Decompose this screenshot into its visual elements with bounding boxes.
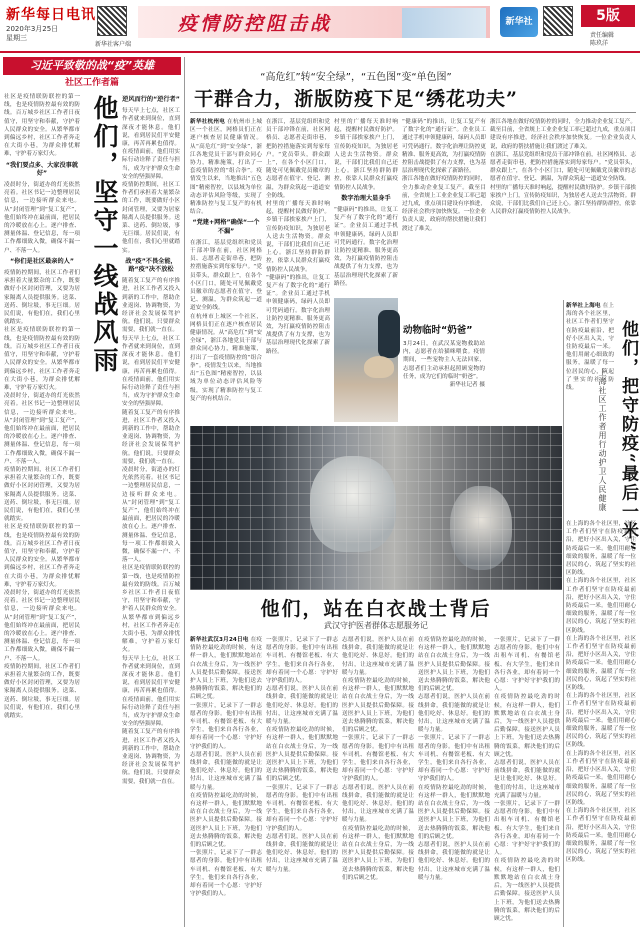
right-feature-body — [566, 520, 636, 927]
paragraph: 凌晨时分，街道办的灯光依然亮着。社区书记一边整理居民信息，一边接听群众来电。从“封闭管理”到“复工复产”，他们始终冲在最前面，把居民的冷暖放在心上。逐户排查、测量体温、登记信息，每一项工作都细致入微，确保不漏一户、不落一人。 — [4, 182, 80, 254]
paragraph: 在疫情防控最吃劲的时候，有这样一群人，他们默默地站在白衣战士身后，为一线医护人员提供后勤保障。接送医护人员上下班，为他们送去热腾腾的饭菜，解决他们的后顾之忧。 — [190, 792, 262, 849]
paragraph: 在疫情防控最吃劲的时候，有这样一群人，他们默默地站在白衣战士身后，为一线医护人员提供后勤保障。接送医护人员上下班，为他们送去热腾腾的饭菜，解决他们的后顾之忧。 — [494, 694, 560, 758]
paragraph: 志愿者们说，医护人员在前线拼命，我们能做的就是让他们吃好、休息好。他们的付出，让这座城市充满了温暖与力量。 — [342, 637, 414, 676]
paragraph: 社区是疫情联防联控的第一线，也是疫情防控最有效的防线。百万城乡社区工作者日夜值守，用坚守和奉献，守护着人民群众的安全。从繁华都市到偏远乡村，社区工作者奔走在大街小巷，为群众排忧解难，守护着万家灯火。 — [4, 327, 80, 391]
paragraph: 在上海的各个社区里，社区工作者们坚守在防疫最前沿，把好小区出入关，守住防疫最后一米。他们用耐心细致的服务，温暖了每一位居民的心，筑起了坚实的社区防线。 — [566, 303, 614, 392]
paragraph: 村里的广播每天准时响起，提醒村民做好防护。乡镇干部挨家挨户上门，宣传防疫知识，为独居老人送去生活物资。群众说，干部们比我们自己还上心。浙江坚持群防群控，依靠人民群众打赢疫情防控人民战争。 — [490, 184, 636, 216]
issue-date: 2020年3月25日 — [6, 25, 59, 33]
paragraph: “健康码”的推出，让复工复产有了数字化的“通行证”。企业员工通过手机申领健康码，绿码人员即可凭码通行。数字化治理让防控更精准、服务更高效，为打赢疫情防控阻击战提供了有力支撑，也为基层治理现代化探索了新路径。 — [402, 119, 486, 175]
paragraph: 在疫情防控最吃劲的时候，有这样一群人，他们默默地站在白衣战士身后，为一线医护人员提供后勤保障。接送医护人员上下班，为他们送去热腾腾的饭菜，解决他们的后顾之忧。 — [266, 727, 338, 783]
editor-name: 陈玖洋 — [590, 40, 609, 47]
paragraph: 一张照片，记录下了一群志愿者的身影。他们中有出租车司机、有餐馆老板、有大学生，他们来自各行各业，却有着同一个心愿：守护好守护我们的人。 — [342, 735, 414, 783]
paragraph: 一张照片，记录下了一群志愿者的身影。他们中有出租车司机、有餐馆老板、有大学生，他们来自各行各业，却有着同一个心愿：守护好守护我们的人。 — [266, 784, 338, 832]
left-article-body-2 — [122, 93, 180, 927]
paragraph: 一张照片，记录下了一群志愿者的身影。他们中有出租车司机、有餐馆老板、有大学生，他们来自各行各业，却有着同一个心愿：守护好守护我们的人。 — [418, 735, 490, 783]
header-rule — [0, 51, 640, 53]
paragraph: 疫情防控期间，社区工作者们承担着大量繁杂的工作，既要做好小区封闭管理，又要为居家隔离人员提供服务。送菜、送药、倒垃圾，事无巨细。居民们说，有他们在，我们心里就踏实。 — [4, 663, 80, 720]
right-feature-subtitle: 上海社区工作者用行动护卫人民健康 — [598, 368, 607, 512]
paragraph: 在上海的各个社区里，社区工作者们坚守在防疫最前沿，把好小区出入关，守住防疫最后一米。他们用耐心细致的服务，温暖了每一位居民的心，筑起了坚实的社区防线。 — [566, 750, 636, 806]
byline: 新华社杭州电 — [190, 119, 226, 125]
paragraph: 一张照片，记录下了一群志愿者的身影。他们中有出租车司机、有餐馆老板、有大学生，他们来自各行各业，却有着同一个心愿：守护好守护我们的人。 — [190, 850, 262, 898]
masthead — [0, 0, 640, 52]
column-subtitle: 社区工作者篇 — [64, 78, 119, 88]
photo-caption — [403, 340, 485, 420]
qr-caption: 新华社客户端 — [95, 41, 132, 48]
cage-bars — [190, 426, 562, 590]
paper-name: 新华每日电讯 — [6, 7, 96, 23]
main-col-5 — [490, 118, 636, 298]
left-article-headline: 他们，坚守一线战风雨 — [90, 95, 119, 375]
paragraph: 一张照片，记录下了一群志愿者的身影。他们中有出租车司机、有餐馆老板、有大学生，他们来自各行各业，却有着同一个心愿：守护好守护我们的人。 — [266, 637, 338, 685]
main-col-3 — [334, 118, 398, 298]
qr-code-icon — [97, 6, 127, 36]
bottom-col-3 — [342, 636, 414, 927]
paragraph: 每天早上七点，社区工作者就来到岗位，直到深夜才能休息。他们说，看到居民们平安健康，再苦再累也值得。在疫情面前，他们用实际行动诠释了责任与担当，成为守护群众生命安全的坚强屏障。 — [122, 108, 180, 180]
bottom-col-2 — [266, 636, 338, 927]
volunteer-dog-photo — [334, 298, 398, 422]
paragraph: 在疫情防控最吃劲的时候，有这样一群人，他们默默地站在白衣战士身后，为一线医护人员提供后勤保障。接送医护人员上下班，为他们送去热腾腾的饭菜，解决他们的后顾之忧。 — [190, 637, 262, 701]
paragraph: 在上海的各个社区里，社区工作者们坚守在防疫最前沿，把好小区出入关，守住防疫最后一米。他们用耐心细致的服务，温暖了每一位居民的心，筑起了坚实的社区防线。 — [566, 521, 636, 577]
paragraph: 在疫情防控最吃劲的时候，有这样一群人，他们默默地站在白衣战士身后，为一线医护人员提供后勤保障。接送医护人员上下班，为他们送去热腾腾的饭菜，解决他们的后顾之忧。 — [342, 825, 414, 881]
cats-in-cage-photo — [190, 426, 562, 590]
paragraph: 一张照片，记录下了一群志愿者的身影。他们中有出租车司机、有餐馆老板、有大学生，他们来自各行各业，却有着同一个心愿：守护好守护我们的人。 — [190, 702, 262, 750]
bottom-headline: 他们，站在白衣战士背后 — [260, 598, 492, 620]
main-headline: 干群合力，浙版防疫下足“绣花功夫” — [194, 88, 518, 110]
paragraph: “健康码”的推出，让复工复产有了数字化的“通行证”。企业员工通过手机申领健康码，绿码人员即可凭码通行。数字化治理让防控更精准、服务更高效，为打赢疫情防控阻击战提供了有力支撑，也为基层治理现代化探索了新路径。 — [334, 207, 398, 287]
section-head: “我们要点多、大家没事就好” — [5, 161, 79, 177]
paragraph: 在上海的各个社区里，社区工作者们坚守在防疫最前沿，把好小区出入关，守住防疫最后一米。他们用耐心细致的服务，温暖了每一位居民的心，筑起了坚实的社区防线。 — [566, 635, 636, 692]
column-divider — [563, 300, 564, 927]
section-head: 逆风而行的“逆行者” — [122, 96, 180, 103]
paragraph: 在疫情防控最吃劲的时候，有这样一群人，他们默默地站在白衣战士身后，为一线医护人员提供后勤保障。接送医护人员上下班，为他们送去热腾腾的饭菜，解决他们的后顾之忧。 — [418, 637, 490, 693]
paragraph: 在上海的各个社区里，社区工作者们坚守在防疫最前沿，把好小区出入关，守住防疫最后一米。他们用耐心细致的服务，温暖了每一位居民的心，筑起了坚实的社区防线。 — [566, 693, 636, 749]
page-number: 5版 — [581, 5, 635, 27]
dog-figure — [364, 356, 394, 378]
paragraph: 社区是疫情联防联控的第一线，也是疫情防控最有效的防线。百万城乡社区工作者日夜值守，用坚守和奉献，守护着人民群众的安全。从繁华都市到偏远乡村，社区工作者奔走在大街小巷，为群众排忧解难，守护着万家灯火。 — [4, 524, 80, 588]
photo-title: 动物临时“奶爸” — [403, 325, 473, 336]
byline: 新华社上海电 — [566, 303, 601, 309]
paragraph: 在浙江，基层党组织和党员干部冲锋在前，社区网格员、志愿者走街串巷，把防控措施落实到每家每户。“党员带头，群众跟上”，在各个小区门口，随处可见佩戴党员徽章的志愿者在值守、登记、测温，为群众筑起一道道安全防线。 — [190, 239, 262, 312]
paragraph: 浙江各地在做好疫情防控的同时，全力推动企业复工复产。截至目前，全省规上工业企业复工率已超过九成，重点项目建设有序推进，经济社会秩序加快恢复。一位企业负责人说，政府的帮扶措施让我们渡过了难关。 — [490, 119, 636, 150]
bottom-col-4 — [418, 636, 490, 927]
paragraph: 凌晨时分，街道办的灯光依然亮着。社区书记一边整理居民信息，一边接听群众来电。从“封闭管理”到“复工复产”，他们始终冲在最前面，把居民的冷暖放在心上。逐户排查、测量体温、登记信息，每一项工作都细致入微，确保不漏一户、不落一人。 — [4, 589, 80, 662]
column-banner: 习近平致敬的战“疫”英雄 — [3, 57, 181, 75]
paragraph: 志愿者们说，医护人员在前线拼命，我们能做的就是让他们吃好、休息好。他们的付出，让这座城市充满了温暖与力量。 — [190, 751, 262, 791]
paragraph: 在浙江，基层党组织和党员干部冲锋在前，社区网格员、志愿者走街串巷，把防控措施落实到每家每户。“党员带头，群众跟上”，在各个小区门口，随处可见佩戴党员徽章的志愿者在值守、登记、测温，为群众筑起一道道安全防线。 — [490, 151, 636, 183]
paragraph: 凌晨时分，街道办的灯光依然亮着。社区书记一边整理居民信息，一边接听群众来电。从“封闭管理”到“复工复产”，他们始终冲在最前面，把居民的冷暖放在心上。逐户排查、测量体温、登记信息，每一项工作都细致入微，确保不漏一户、不落一人。 — [122, 466, 180, 564]
paragraph: 志愿者们说，医护人员在前线拼命，我们能做的就是让他们吃好、休息好。他们的付出，让这座城市充满了温暖与力量。 — [418, 694, 490, 734]
paragraph: 志愿者们说，医护人员在前线拼命，我们能做的就是让他们吃好、休息好。他们的付出，让这座城市充满了温暖与力量。 — [266, 833, 338, 873]
paragraph: 社区是疫情联防联控的第一线，也是疫情防控最有效的防线。百万城乡社区工作者日夜值守，用坚守和奉献，守护着人民群众的安全。从繁华都市到偏远乡村，社区工作者奔走在大街小巷，为群众排忧解难，守护着万家灯火。 — [122, 565, 180, 654]
paragraph: 随着复工复产的有序推进，社区工作者又投入到新的工作中，帮助企业返岗、协调物资，为经济社会发展保驾护航。他们说，只要群众需要，我们就一直在。 — [122, 278, 180, 334]
paragraph: 浙江各地在做好疫情防控的同时，全力推动企业复工复产。截至目前，全省规上工业企业复工率已超过九成，重点项目建设有序推进，经济社会秩序加快恢复。一位企业负责人说，政府的帮扶措施让我们渡过了难关。 — [402, 176, 486, 232]
paragraph: 随着复工复产的有序推进，社区工作者又投入到新的工作中，帮助企业返岗、协调物资，为经济社会发展保驾护航。他们说，只要群众需要，我们就一直在。 — [122, 409, 180, 465]
paragraph: 志愿者们说，医护人员在前线拼命，我们能做的就是让他们吃好、休息好。他们的付出，让这座城市充满了温暖与力量。 — [342, 784, 414, 824]
column-divider — [184, 57, 185, 927]
section-head: 战“疫”不畏全能，路“疫”决不放松 — [125, 257, 177, 274]
paragraph: 在疫情防控最吃劲的时候，有这样一群人，他们默默地站在白衣战士身后，为一线医护人员提供后勤保障。接送医护人员上下班，为他们送去热腾腾的饭菜，解决他们的后顾之忧。 — [418, 784, 490, 840]
paragraph: “健康码”的推出，让复工复产有了数字化的“通行证”。企业员工通过手机申领健康码，绿码人员即可凭码通行。数字化治理让防控更精准、服务更高效，为打赢疫情防控阻击战提供了有力支撑，也为基层治理现代化探索了新路径。 — [266, 274, 330, 355]
paragraph: 每天早上七点，社区工作者就来到岗位，直到深夜才能休息。他们说，看到居民们平安健康，再苦再累也值得。在疫情面前，他们用实际行动诠释了责任与担当，成为守护群众生命安全的坚强屏障。 — [122, 335, 180, 408]
paragraph: 凌晨时分，街道办的灯光依然亮着。社区书记一边整理居民信息，一边接听群众来电。从“封闭管理”到“复工复产”，他们始终冲在最前面，把居民的冷暖放在心上。逐户排查、测量体温、登记信息，每一项工作都细致入微，确保不漏一户、不落一人。 — [4, 393, 80, 465]
xinhua-logo: 新华社 — [500, 7, 538, 37]
qr-code-icon — [543, 6, 573, 36]
main-kicker: “高危红”转“安全绿”，“五色图”变“单色图” — [260, 72, 452, 83]
paragraph: 志愿者们说，医护人员在前线拼命，我们能做的就是让他们吃好、休息好。他们的付出，让这座城市充满了温暖与力量。 — [266, 686, 338, 726]
right-feature-headline: 他们，把守防疫“最后一米” — [618, 320, 638, 553]
byline: 新华社武汉3月24日电 — [190, 637, 249, 643]
photo-credit: 新华社记者 摄 — [449, 382, 485, 389]
paragraph: 在疫情防控最吃劲的时候，有这样一群人，他们默默地站在白衣战士身后，为一线医护人员提供后勤保障。接送医护人员上下班，为他们送去热腾腾的饭菜，解决他们的后顾之忧。 — [494, 858, 560, 922]
caption-text: 3月24日，在武汉某宠物救助站内，志愿者在给猫咪喂食。疫情期间，一些宠物主人无法回家，志愿者们主动承担起照顾宠物的任务，成为它们的临时“奶爸”。 — [403, 341, 485, 380]
section-head: “你们是社区最亲的人” — [10, 257, 74, 265]
paragraph: 在上海的各个社区里，社区工作者们坚守在防疫最前沿，把好小区出入关，守住防疫最后一米。他们用耐心细致的服务，温暖了每一位居民的心，筑起了坚实的社区防线。 — [566, 808, 636, 864]
headline-rule — [190, 112, 636, 113]
banner-illustration — [402, 8, 486, 38]
issue-weekday: 星期三 — [6, 34, 27, 42]
left-article-body — [4, 93, 80, 927]
bottom-subtitle: 武汉守护医者群体志愿服务记 — [324, 621, 428, 630]
paragraph: 在浙江，基层党组织和党员干部冲锋在前，社区网格员、志愿者走街串巷，把防控措施落实到每家每户。“党员带头，群众跟上”，在各个小区门口，随处可见佩戴党员徽章的志愿者在值守、登记、测温，为群众筑起一道道安全防线。 — [266, 119, 330, 199]
paragraph: 志愿者们说，医护人员在前线拼命，我们能做的就是让他们吃好、休息好。他们的付出，让这座城市充满了温暖与力量。 — [494, 760, 560, 799]
bottom-col-1 — [190, 636, 262, 927]
volunteer-figure — [378, 310, 400, 358]
paragraph: 村里的广播每天准时响起，提醒村民做好防护。乡镇干部挨家挨户上门，宣传防疫知识，为独居老人送去生活物资。群众说，干部们比我们自己还上心。浙江坚持群防群控，依靠人民群众打赢疫情防控人民战争。 — [334, 119, 398, 191]
paragraph: 在上海的各个社区里，社区工作者们坚守在防疫最前沿，把好小区出入关，守住防疫最后一米。他们用耐心细致的服务，温暖了每一位居民的心，筑起了坚实的社区防线。 — [566, 578, 636, 634]
main-col-2 — [266, 118, 330, 420]
paragraph: 一张照片，记录下了一群志愿者的身影。他们中有出租车司机、有餐馆老板、有大学生，他们来自各行各业，却有着同一个心愿：守护好守护我们的人。 — [494, 801, 560, 857]
topic-banner-title: 疫情防控阻击战 — [178, 13, 333, 35]
paragraph: 疫情防控期间，社区工作者们承担着大量繁杂的工作，既要做好小区封闭管理，又要为居家隔离人员提供服务。送菜、送药、倒垃圾，事无巨细。居民们说，有他们在，我们心里就踏实。 — [4, 466, 80, 523]
paragraph: 在杭州市上城区一个社区，网格员们正在逐户核查居民健康情况。从“高危红”到“安全绿”，浙江各地党员干部与群众同心协力，精准施策，打出了一套疫情防控的“组合拳”。疫情发生以来，当地推出“五色图”精密智控，以县域为单位动态评估风险等级，实现了精准防控与复工复产的有机结合。 — [190, 119, 262, 216]
bottom-col-5 — [494, 636, 560, 927]
main-col-1 — [190, 118, 262, 420]
paragraph: 志愿者们说，医护人员在前线拼命，我们能做的就是让他们吃好、休息好。他们的付出，让这座城市充满了温暖与力量。 — [418, 842, 490, 881]
paragraph: 在疫情防控最吃劲的时候，有这样一群人，他们默默地站在白衣战士身后，为一线医护人员提供后勤保障。接送医护人员上下班，为他们送去热腾腾的饭菜，解决他们的后顾之忧。 — [342, 678, 414, 734]
section-head: “党建+网格”确保“一个不漏” — [192, 219, 260, 235]
paragraph: 在杭州市上城区一个社区，网格员们正在逐户核查居民健康情况。从“高危红”到“安全绿”，浙江各地党员干部与群众同心协力，精准施策，打出了一套疫情防控的“组合拳”。疫情发生以来，当地推出“五色图”精密智控，以县域为单位动态评估风险等级，实现了精准防控与复工复产的有机结合。 — [190, 313, 262, 402]
section-head: 数字治理大显身手 — [341, 194, 391, 202]
paragraph: 一张照片，记录下了一群志愿者的身影。他们中有出租车司机、有餐馆老板、有大学生，他们来自各行各业，却有着同一个心愿：守护好守护我们的人。 — [494, 637, 560, 693]
paragraph: 随着复工复产的有序推进，社区工作者又投入到新的工作中，帮助企业返岗、协调物资，为经济社会发展保驾护航。他们说，只要群众需要，我们就一直在。 — [122, 729, 180, 785]
editor-label: 责任编辑 — [590, 32, 615, 39]
paragraph: 社区是疫情联防联控的第一线，也是疫情防控最有效的防线。百万城乡社区工作者日夜值守，用坚守和奉献，守护着人民群众的安全。从繁华都市到偏远乡村，社区工作者奔走在大街小巷，为群众排忧解难，守护着万家灯火。 — [4, 94, 80, 158]
paragraph: 每天早上七点，社区工作者就来到岗位，直到深夜才能休息。他们说，看到居民们平安健康，再苦再累也值得。在疫情面前，他们用实际行动诠释了责任与担当，成为守护群众生命安全的坚强屏障。 — [122, 655, 180, 728]
paragraph: 疫情防控期间，社区工作者们承担着大量繁杂的工作，既要做好小区封闭管理，又要为居家隔离人员提供服务。送菜、送药、倒垃圾，事无巨细。居民们说，有他们在，我们心里就踏实。 — [122, 182, 180, 254]
paragraph: 疫情防控期间，社区工作者们承担着大量繁杂的工作，既要做好小区封闭管理，又要为居家隔离人员提供服务。送菜、送药、倒垃圾，事无巨细。居民们说，有他们在，我们心里就踏实。 — [4, 270, 80, 326]
paragraph: 村里的广播每天准时响起，提醒村民做好防护。乡镇干部挨家挨户上门，宣传防疫知识，为独居老人送去生活物资。群众说，干部们比我们自己还上心。浙江坚持群防群控，依靠人民群众打赢疫情防控人民战争。 — [266, 201, 330, 273]
main-col-4 — [402, 118, 486, 298]
